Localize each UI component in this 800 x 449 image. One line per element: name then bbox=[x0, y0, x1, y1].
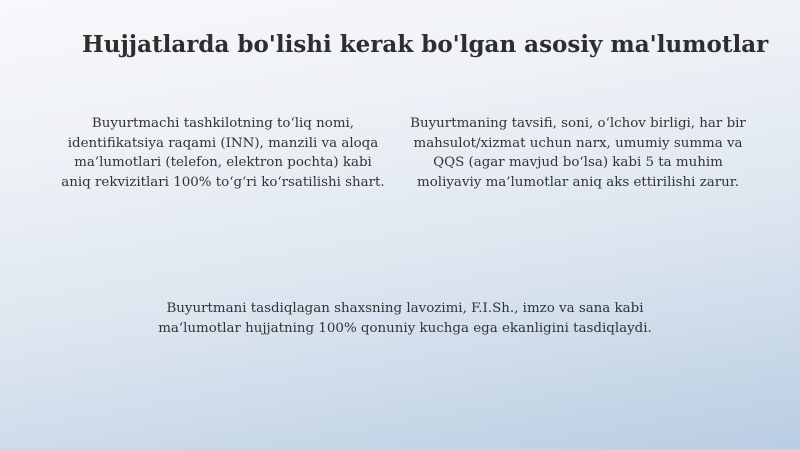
paragraph-approval: Buyurtmani tasdiqlagan shaxsning lavozimi, F.I.Sh., imzo va sana kabi ma’lumotlar hujjatning 100% qonuniy kuchga ega ekanligini tasdiqlaydi. bbox=[158, 301, 652, 336]
paragraph-financial-data: Buyurtmaning tavsifi, soni, o‘lchov birligi, har bir mahsulot/xizmat uchun narx, umumiy summa va QQS (agar mavjud bo‘lsa) kabi 5 ta muhim moliyaviy ma’lumotlar aniq aks ettirilishi zarur. bbox=[410, 116, 746, 190]
slide-title: Hujjatlarda bo'lishi kerak bo'lgan asosiy ma'lumotlar bbox=[82, 31, 769, 58]
paragraph-requisites: Buyurtmachi tashkilotning to‘liq nomi, identifikatsiya raqami (INN), manzili va aloqa ma’lumotlari (telefon, elektron pochta) kabi aniq rekvizitlari 100% to‘g‘ri ko‘rsatilishi shart. bbox=[61, 116, 385, 190]
